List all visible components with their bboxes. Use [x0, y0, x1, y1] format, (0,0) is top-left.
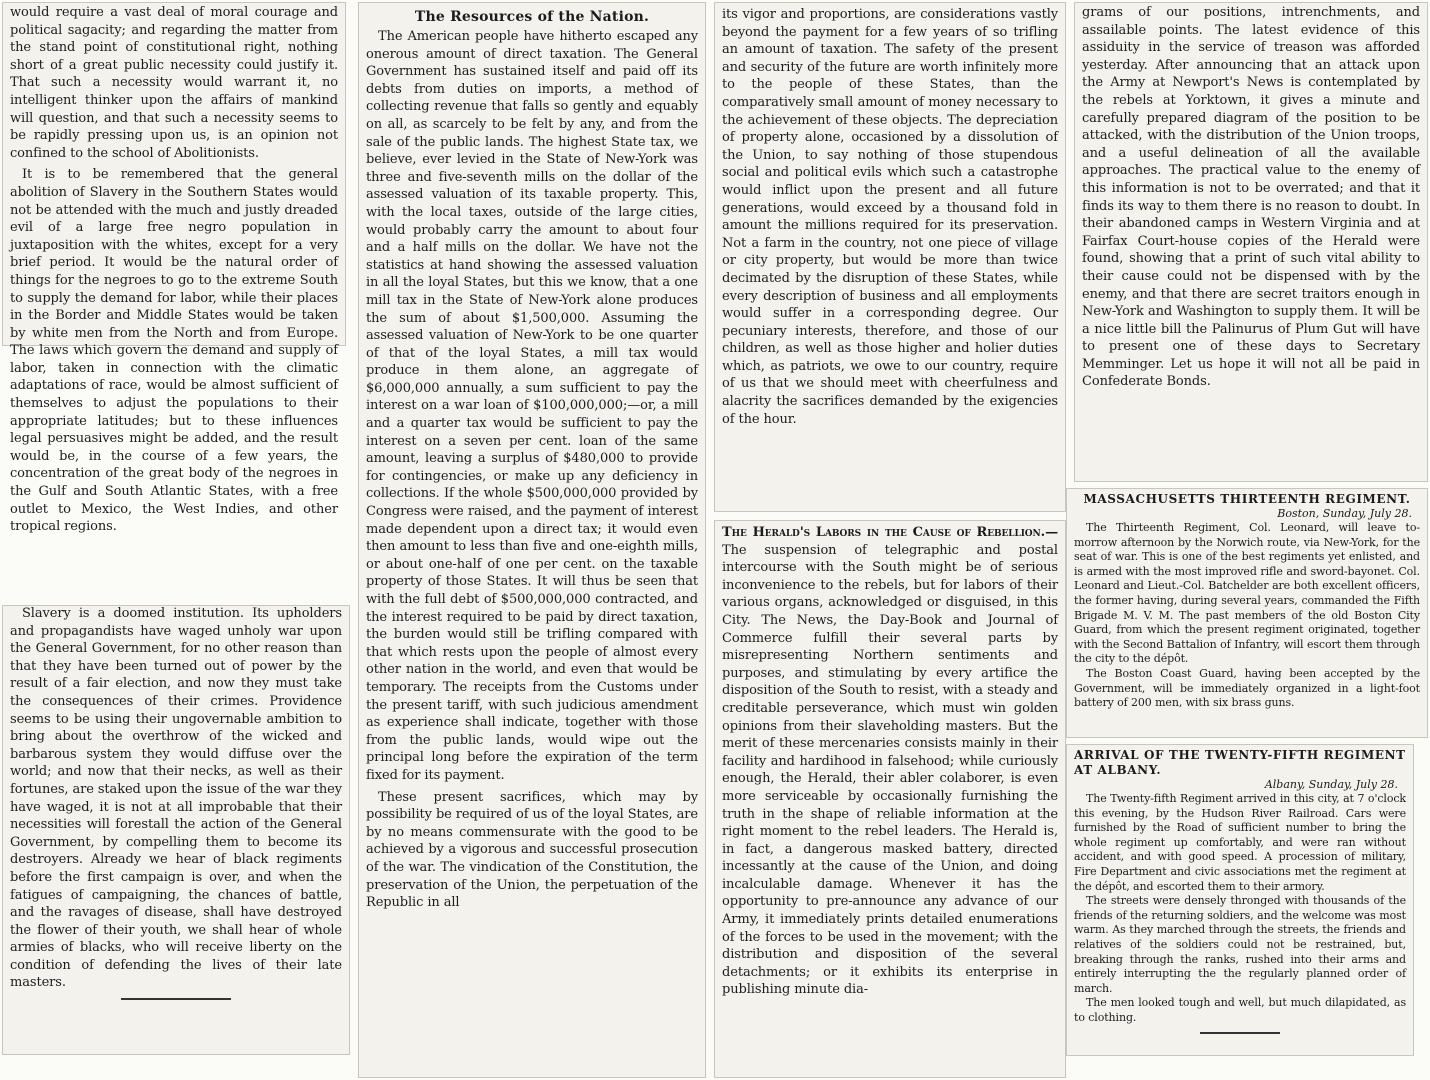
column-1-lower-clipping: [2, 605, 350, 1055]
massachusetts-paragraph-1: The Thirteenth Regiment, Col. Leonard, will leave to-morrow afternoon by the Norwich route, via New-York, for the seat of war. This is one of the best regiments yet enlisted, and is armed with the most improved rifle and sword-bayonet. Col. Leonard and Lieut.-Col. Batchelder are both excellent officers, the former having, during several years, commanded the Fifth Brigade M. V. M. The past members of the old Boston City Guard, from which the present regiment originated, together with the Second Battalion of Infantry, will escort them through the city to the dépôt.: [1074, 521, 1420, 666]
column-1-clipping: [2, 2, 346, 535]
albany-paragraph-1: The Twenty-fifth Regiment arrived in this city, at 7 o'clock this evening, by the Hudson River Railroad. Cars were furnished by the Road of sufficient number to bring the whole regiment up comfortably, and were ran without accident, and with good speed. A procession of military, Fire Department and civic associations met the regiment at the dépôt, and escorted them to their armory.: [1074, 792, 1406, 893]
albany-clipping: [1066, 744, 1414, 1056]
albany-paragraph-3: The men looked tough and well, but much dilapidated, as to clothing.: [1074, 996, 1406, 1024]
column-3-clipping: [714, 2, 1066, 512]
massachusetts-clipping: [1066, 488, 1428, 738]
albany-heading: ARRIVAL OF THE TWENTY-FIFTH REGIMENT AT ALBANY.: [1074, 748, 1406, 777]
herald-paragraph: [722, 524, 1058, 999]
col4-top-paragraph: grams of our positions, intrenchments, and assailable points. The latest evidence of this assiduity in the service of treason was afforded yesterday. After announcing that an attack upon the Army at Newport's News is contemplated by the rebels at Yorktown, it gives a minute and carefully prepared diagram of the position to be attacked, with the distribution of the Union troops, and a useful delineation of all the available approaches. The practical value to the enemy of this information is not to be overrated; and that it finds its way to them there is no reason to doubt. In their abandoned camps in Western Virginia and at Fairfax Court-house copies of the Herald were found, showing that a print of such vital ability to their cause could not be dispensed with by the enemy, and that there are secret traitors enough in New-York and Washington to supply them. It will be a nice little bill the Palinurus of Plum Gut will have to present one of these days to Secretary Memminger. Let us hope it will not all be paid in Confederate Bonds.: [1082, 5, 1420, 390]
column-1-middle-clipping: [2, 346, 346, 606]
col1-end-rule: [121, 998, 231, 1000]
albany-dateline: Albany, Sunday, July 28.: [1264, 778, 1398, 791]
albany-end-rule: [1200, 1032, 1280, 1034]
massachusetts-paragraph-2: The Boston Coast Guard, having been accepted by the Government, will be immediately organized in a light-foot battery of 200 men, with six brass guns.: [1074, 666, 1420, 710]
albany-paragraph-2: The streets were densely thronged with thousands of the friends of the returning soldiers, and the welcome was most warm. As they marched through the streets, the friends and relatives of the soldiers could not be restrained, but, breaking through the ranks, rushed into their arms and entirely interrupting the the regularly planned order of march.: [1074, 894, 1406, 995]
col2-paragraph-1: The American people have hitherto escaped any onerous amount of direct taxation. The General Government has sustained itself and paid off its debts from duties on imports, a method of collecting revenue that falls so gently and equably on all, as scarcely to be felt by any, and from the sale of the public lands. The highest State tax, we believe, ever levied in the State of New-York was three and five-seventh mills on the dollar of the assessed valuation of its taxable property. This, with the local taxes, outside of the large cities, would probably carry the amount to about four and a half mills on the dollar. We have not the statistics at hand showing the assessed valuation in all the loyal States, but this we know, that a one mill tax in the State of New-York alone produces the sum of about $1,500,000. Assuming the assessed valuation of New-York to be one quarter of that of the loyal States, a mill tax would produce in them alone, an aggregate of $6,000,000 annually, a sum sufficient to pay the interest on a war loan of $100,000,000;—or, a mill and a quarter tax would be sufficient to pay the interest on a seven per cent. loan of the same amount, leaving a surplus of $480,000 to provide for contingencies, or make up any deficiency in collections. If the whole $500,000,000 provided by Congress were raised, and the payment of interest made dependent upon a direct tax; it would even then amount to less than five and one-eighth mills, or about one-half of one per cent. on the taxable property of those States. It will thus be seen that with the full debt of $500,000,000 contracted, and the interest required to be paid by direct taxation, the burden would still be trifling compared with that which rests upon the people of almost every other nation in the world, and even that would be temporary. The receipts from the Customs under the present tariff, with such judicious amendment as experience shall indicate, together with those from the public lands, would wipe out the principal long before the expiration of the term fixed for its payment.: [366, 29, 698, 783]
column-4-top-clipping: [1074, 2, 1428, 482]
herald-clipping: [714, 520, 1066, 1078]
column-2-clipping: [358, 2, 706, 1078]
col3-paragraph-1: its vigor and proportions, are considerations vastly beyond the payment for a few years of so trifling an amount of taxation. The safety of the present and security of the future are worth infinitely more to the people of these States, than the comparatively small amount of money necessary to the achievement of these objects. The depreciation of property alone, occasioned by a dissolution of the Union, to say nothing of those stupendous social and political evils which such a catastrophe would inflict upon the present and all future generations, would exceed by a thousand fold in amount the millions required for its preservation. Not a farm in the country, not one piece of village or city property, but would be more than twice decimated by the disruption of these States, while every description of business and all employments would suffer in a corresponding degree. Our pecuniary interests, therefore, and those of our children, as well as those higher and holier duties which, as patriots, we owe to our country, require of us that we should meet with cheerfulness and alacrity the sacrifices demanded by the exigencies of the hour.: [722, 7, 1058, 427]
massachusetts-dateline: Boston, Sunday, July 28.: [1277, 507, 1412, 520]
col2-paragraph-2: These present sacrifices, which may by possibility be required of us of the loyal States, are by no means commensurate with the good to be achieved by a vigorous and successful prosecution of the war. The vindication of the Constitution, the preservation of the Union, the perpetuation of the Republic in all: [366, 789, 698, 911]
herald-lead: The Herald's Labors in the Cause of Rebellion.—: [722, 525, 1058, 540]
massachusetts-heading: MASSACHUSETTS THIRTEENTH REGIMENT.: [1083, 492, 1411, 506]
col1-paragraph-1: would require a vast deal of moral courage and political sagacity; and regarding the matter from the stand point of constitutional right, nothing short of a great public necessity could justify it. That such a necessity would warrant it, no intelligent thinker upon the affairs of mankind will question, and that such a necessity seems to be rapidly pressing upon us, is an opinion not confined to the school of Abolitionists.: [10, 5, 338, 161]
col1-paragraph-2: It is to be remembered that the general abolition of Slavery in the Southern States would not be attended with the much and justly dreaded evil of a large free negro population in juxtaposition with the whites, except for a very brief period. It would be the natural order of things for the negroes to go to the extreme South to supply the demand for labor, while their places in the Border and Middle States would be taken by white men from the North and from Europe. The laws which govern the demand and supply of labor, taken in connection with the climatic adaptations of race, would be almost sufficient of themselves to adjust the populations to their appropriate latitudes; but to these influences legal persuasives might be added, and the result would be, in the course of a few years, the concentration of the great body of the negroes in the Gulf and South Atlantic States, with a free outlet to Mexico, the West Indies, and other tropical regions.: [10, 167, 338, 535]
herald-text: The suspension of telegraphic and postal intercourse with the South might be of serious inconvenience to the rebels, but for labors of their various organs, acknowledged or disguised, in this City. The News, the Day-Book and Journal of Commerce fulfill their several parts by misrepresenting Northern sentiments and purposes, and stimulating by every artifice the disposition of the South to resist, with a steady and creditable perseverance, which must win golden opinions from their slaveholding masters. But the merit of these mercenaries consists mainly in their facility and hardihood in falsehood; while curiously enough, the Herald, their abler colaborer, is even more serviceable by occasionally furnishing the truth in the shape of reliable information at the right moment to the rebel leaders. The Herald is, in fact, a dangerous masked battery, directed incessantly at the cause of the Union, and doing incalculable damage. Whenever it has the opportunity to pre-announce any advance of our Army, it immediately prints detailed enumerations of the forces to be used in the movement; with the distribution and disposition of the several detachments; or it exhibits its enterprise in publishing minute dia-: [722, 542, 1058, 998]
col1-paragraph-3: Slavery is a doomed institution. Its upholders and propagandists have waged unholy war upon the General Government, for no other reason than that they have been turned out of power by the result of a fair election, and now they must take the consequences of their crimes. Providence seems to be using their ungovernable ambition to bring about the overthrow of the wicked and barbarous system they would diffuse over the world; and now that their necks, as well as their fortunes, are staked upon the issue of the war they have waged, it is not at all improbable that their necessities will forestall the action of the General Government, by compelling them to become its destroyers. Already we hear of black regiments before the first campaign is over, and when the fatigues of campaigning, the chances of battle, and the ravages of disease, shall have destroyed the flower of their youth, we shall hear of whole armies of blacks, who will receive liberty on the condition of defending the lives of their late masters.: [10, 606, 343, 991]
resources-heading: The Resources of the Nation.: [414, 9, 650, 25]
